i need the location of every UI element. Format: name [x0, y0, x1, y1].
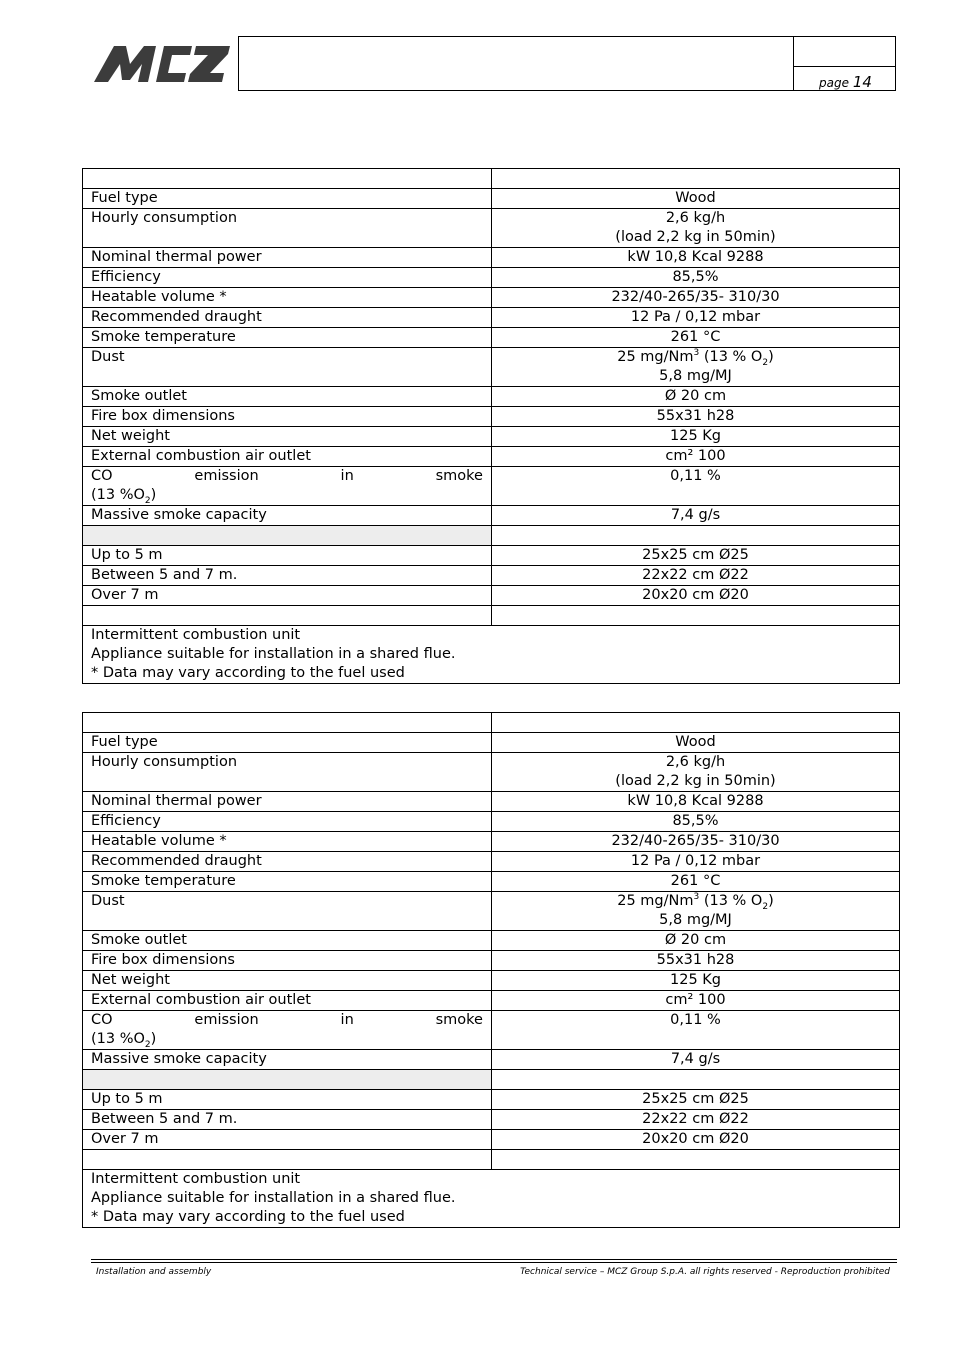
table-row: Nominal thermal power kW 10,8 Kcal 9288 — [83, 248, 900, 268]
table-row: Fuel type Wood — [83, 733, 900, 753]
mcz-logo — [92, 42, 232, 86]
table-notes-row: Intermittent combustion unit Appliance suitable for installation in a shared flue. * Data may vary according to the fuel used — [83, 626, 900, 684]
table-row: Over 7 m 20x20 cm Ø20 — [83, 1130, 900, 1150]
table-title-row — [83, 713, 900, 733]
table-row: Recommended draught 12 Pa / 0,12 mbar — [83, 308, 900, 328]
page-indicator: page 14 — [819, 73, 872, 91]
table-spacer-row — [83, 1070, 900, 1090]
header-box — [238, 36, 896, 91]
table-row: Recommended draught 12 Pa / 0,12 mbar — [83, 852, 900, 872]
table-row: Efficiency 85,5% — [83, 268, 900, 288]
table-row-dust: Dust 25 mg/Nm$^3$ (13 % $O_2$) 5,8 mg/MJ — [83, 348, 900, 387]
table-spacer-row — [83, 526, 900, 546]
table-row: Massive smoke capacity 7,4 g/s — [83, 506, 900, 526]
table-row: Heatable volume * 232/40-265/35- 310/30 — [83, 832, 900, 852]
spec-table-1 — [82, 168, 900, 684]
table-row: Fire box dimensions 55x31 h28 — [83, 407, 900, 427]
table-notes-row: Intermittent combustion unit Appliance suitable for installation in a shared flue. * Data may vary according to the fuel used — [83, 1170, 900, 1228]
table-row-co: CO emission in smoke (13 $\%O_2$) 0,11 % — [83, 1011, 900, 1050]
table-row: External combustion air outlet cm² 100 — [83, 447, 900, 467]
footer-left-text: Installation and assembly — [96, 1267, 212, 1277]
page-number-box — [793, 37, 895, 90]
table-row: Nominal thermal power kW 10,8 Kcal 9288 — [83, 792, 900, 812]
table-row: Net weight 125 Kg — [83, 971, 900, 991]
table-spacer-row — [83, 606, 900, 626]
table-row-dust: Dust 25 mg/Nm$^3$ (13 % $O_2$) 5,8 mg/MJ — [83, 892, 900, 931]
table-row: Net weight 125 Kg — [83, 427, 900, 447]
table-row: Smoke temperature 261 °C — [83, 328, 900, 348]
table-row: Between 5 and 7 m. 22x22 cm Ø22 — [83, 566, 900, 586]
table-row: Smoke outlet Ø 20 cm — [83, 931, 900, 951]
table-spacer-row — [83, 1150, 900, 1170]
table-row: Up to 5 m 25x25 cm Ø25 — [83, 546, 900, 566]
table-row: Over 7 m 20x20 cm Ø20 — [83, 586, 900, 606]
table-row: Between 5 and 7 m. 22x22 cm Ø22 — [83, 1110, 900, 1130]
table-row: Fuel type Wood — [83, 189, 900, 209]
table-row: Fire box dimensions 55x31 h28 — [83, 951, 900, 971]
table-row: Hourly consumption 2,6 kg/h (load 2,2 kg in 50min) — [83, 753, 900, 792]
table-row: Massive smoke capacity 7,4 g/s — [83, 1050, 900, 1070]
table-title-row — [83, 169, 900, 189]
table-row: Up to 5 m 25x25 cm Ø25 — [83, 1090, 900, 1110]
table-row: Heatable volume * 232/40-265/35- 310/30 — [83, 288, 900, 308]
table-row: Smoke outlet Ø 20 cm — [83, 387, 900, 407]
table-row: Efficiency 85,5% — [83, 812, 900, 832]
table-row: Hourly consumption 2,6 kg/h (load 2,2 kg in 50min) — [83, 209, 900, 248]
spec-table-2 — [82, 712, 900, 1228]
footer-divider — [91, 1259, 897, 1260]
footer-divider — [91, 1262, 897, 1263]
table-row-co: CO emission in smoke (13 $\%O_2$) 0,11 % — [83, 467, 900, 506]
footer-right-text: Technical service – MCZ Group S.p.A. all rights reserved - Reproduction prohibited — [520, 1267, 890, 1277]
table-row: Smoke temperature 261 °C — [83, 872, 900, 892]
table-row: External combustion air outlet cm² 100 — [83, 991, 900, 1011]
